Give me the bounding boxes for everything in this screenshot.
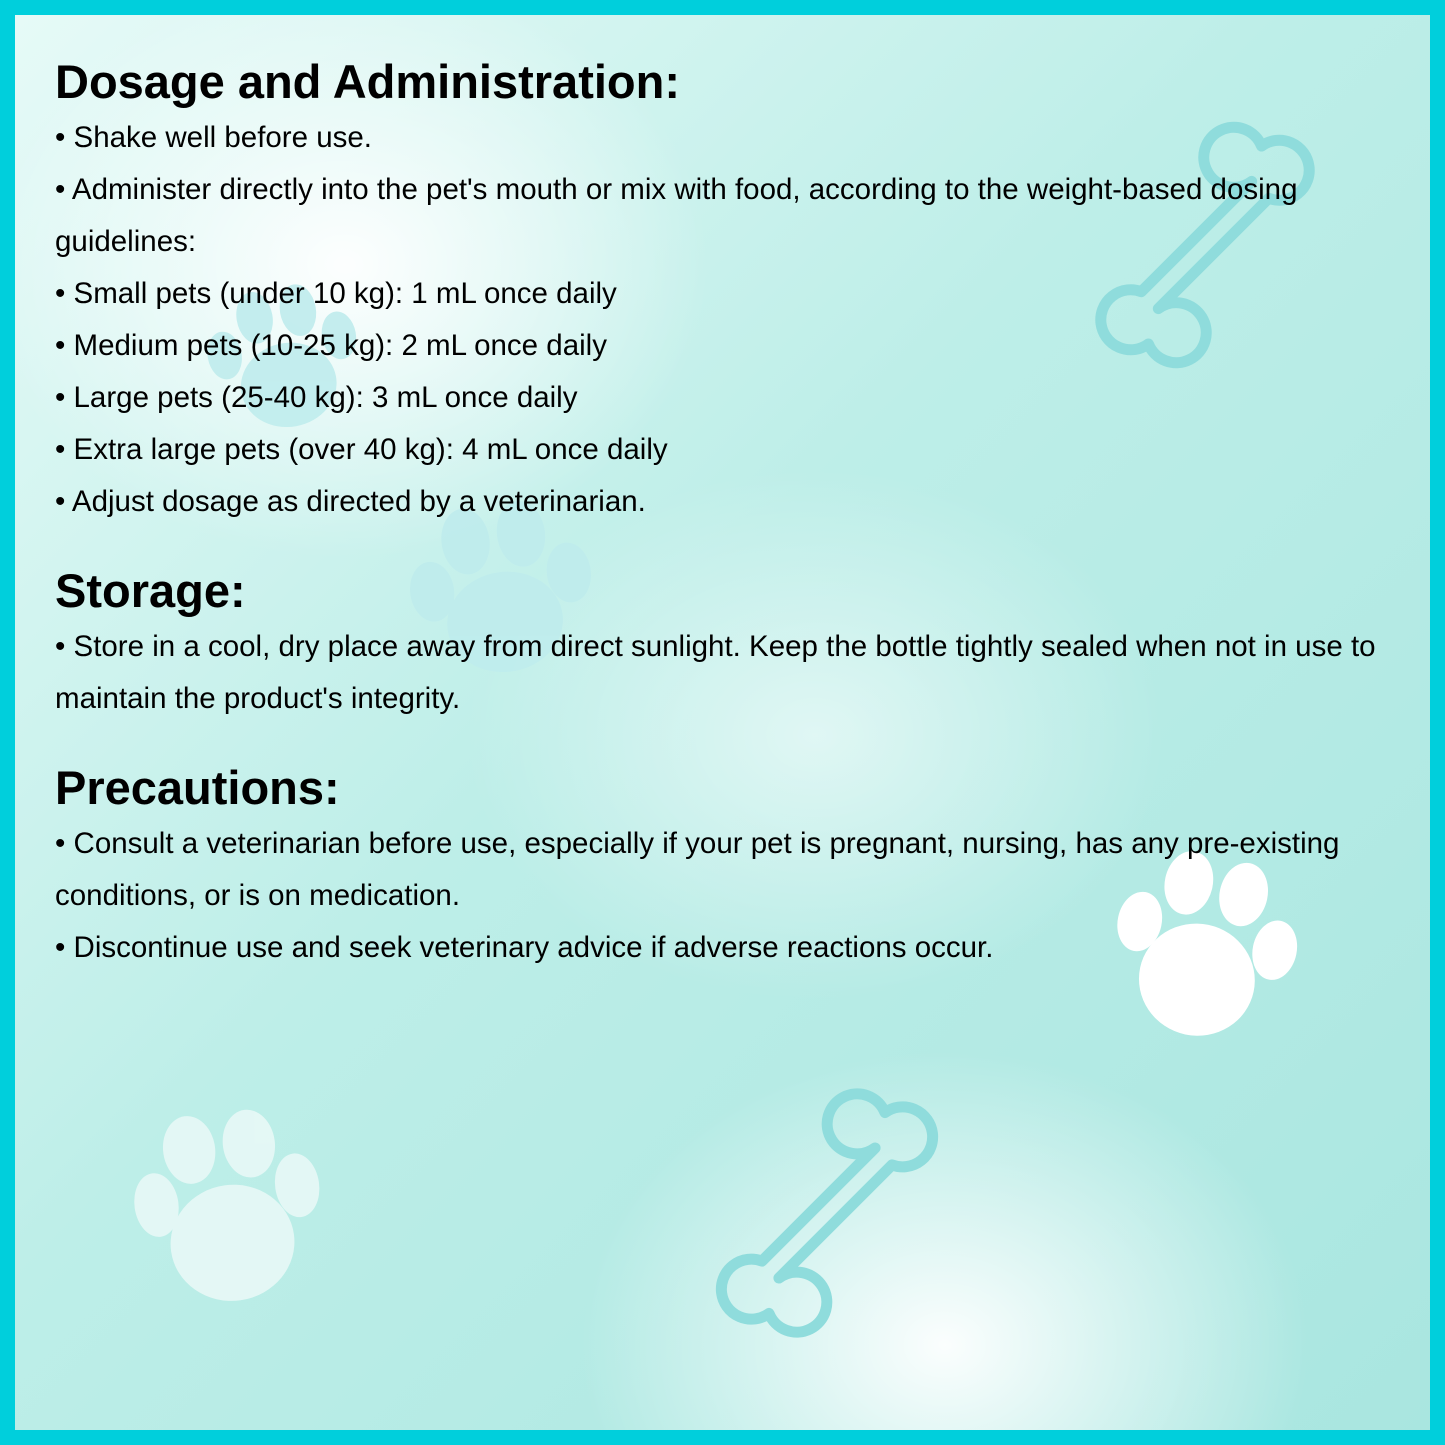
storage-section: [55, 562, 1415, 725]
dosage-line: • Administer directly into the pet's mouth or mix with food, according to the weight-based dosing guidelines:: [55, 173, 1298, 258]
precautions-heading: Precautions:: [55, 761, 340, 814]
instructions-content: [55, 53, 1415, 1008]
dosage-heading: Dosage and Administration:: [55, 55, 680, 108]
paw-print-icon: [123, 1099, 334, 1313]
dosage-line: • Small pets (under 10 kg): 1 mL once daily: [55, 277, 617, 310]
dosage-line: • Medium pets (10-25 kg): 2 mL once daily: [55, 329, 607, 362]
dosage-section: [55, 53, 1415, 528]
precautions-line: • Discontinue use and seek veterinary advice if adverse reactions occur.: [55, 931, 994, 964]
precautions-line: • Consult a veterinarian before use, especially if your pet is pregnant, nursing, has any pre-existing conditions, or is on medication.: [55, 827, 1340, 912]
bone-icon: [679, 1065, 975, 1361]
dosage-line: • Shake well before use.: [55, 121, 372, 154]
precautions-section: [55, 759, 1415, 974]
storage-line: • Store in a cool, dry place away from direct sunlight. Keep the bottle tightly sealed when not in use to maintain the product's integrity.: [55, 630, 1376, 715]
dosage-line: • Large pets (25-40 kg): 3 mL once daily: [55, 381, 578, 414]
storage-heading: Storage:: [55, 564, 246, 617]
dosage-line: • Extra large pets (over 40 kg): 4 mL once daily: [55, 433, 668, 466]
dosage-line: • Adjust dosage as directed by a veterinarian.: [55, 485, 646, 518]
